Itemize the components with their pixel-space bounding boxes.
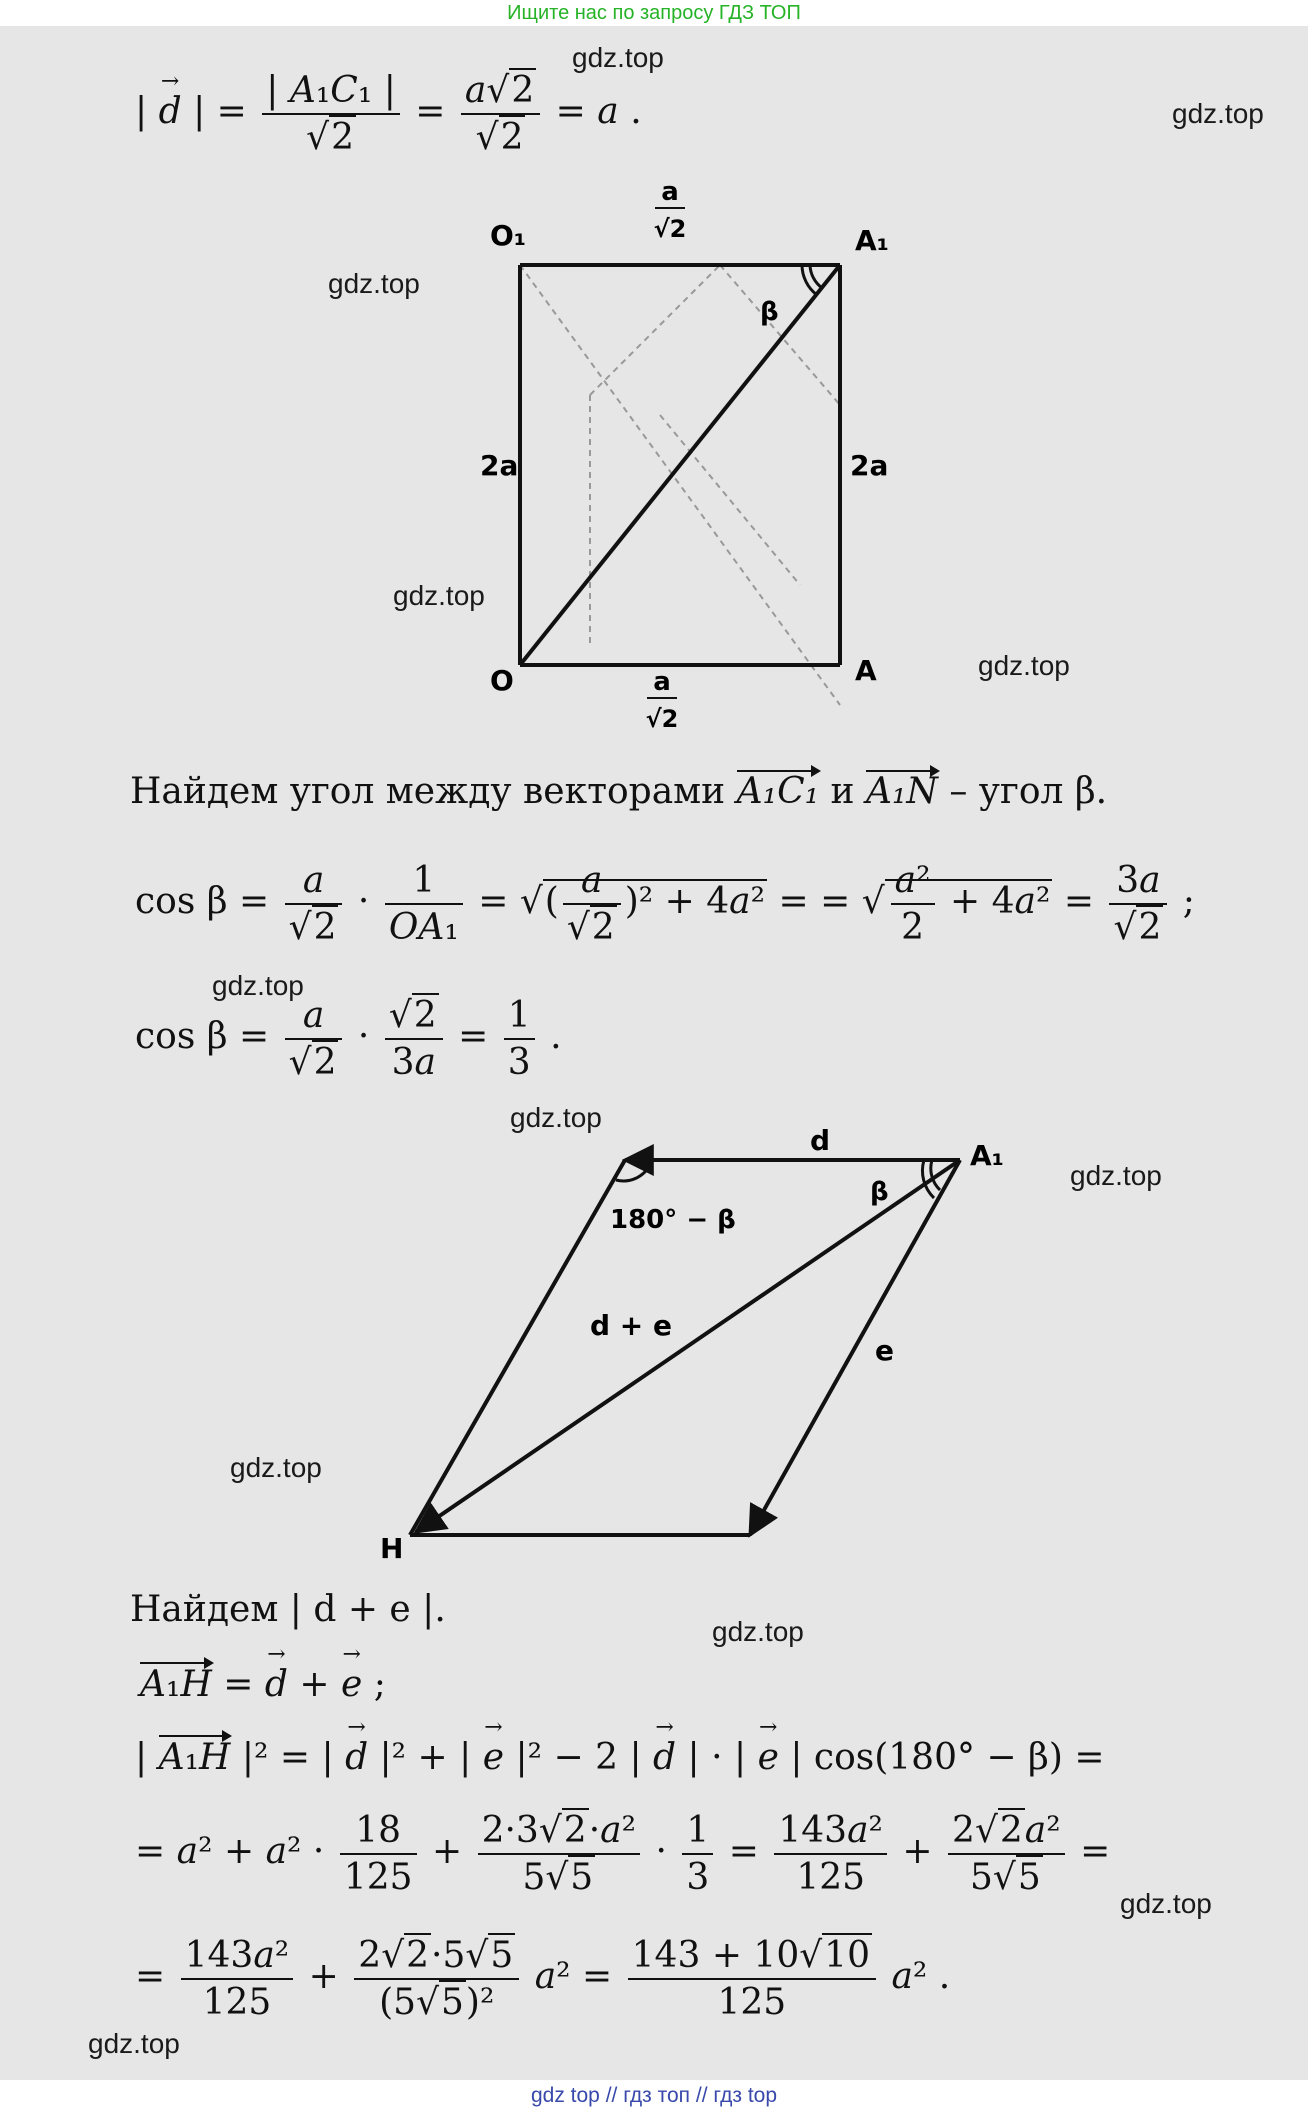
label-h: H bbox=[380, 1532, 404, 1565]
text-angle-beta: – угол β. bbox=[949, 771, 1108, 812]
rectangle-diagram bbox=[470, 185, 910, 755]
watermark: gdz.top bbox=[572, 42, 664, 73]
label-bottom-den: √2 bbox=[645, 705, 679, 733]
text-angle-intro: Найдем угол между векторами bbox=[130, 771, 726, 812]
watermark: gdz.top bbox=[1172, 98, 1264, 129]
label-d: d bbox=[810, 1124, 831, 1157]
label-a1: A₁ bbox=[970, 1139, 1004, 1172]
label-left-side: 2a bbox=[480, 449, 519, 482]
watermark: gdz.top bbox=[1120, 1888, 1212, 1919]
formula-a1h: A₁H = → d + → e ; bbox=[140, 1662, 386, 1705]
watermark: gdz.top bbox=[212, 970, 304, 1001]
watermark: gdz.top bbox=[712, 1616, 804, 1647]
formula-cos-beta-2: cos β = $\frac{a}{√2}$ · $\frac{√2}{3a}$ = $\frac{1}{3}$ . bbox=[135, 995, 562, 1083]
vector-a1n: A₁N bbox=[865, 771, 938, 812]
watermark: gdz.top bbox=[230, 1452, 322, 1483]
footer-links[interactable]: gdz top // гдз топ // гдз top bbox=[0, 2080, 1308, 2111]
vector-a1c1: A₁C₁ bbox=[736, 771, 820, 812]
parallelogram-diagram bbox=[380, 1110, 1060, 1570]
label-o: O bbox=[490, 664, 514, 697]
watermark: gdz.top bbox=[393, 580, 485, 611]
text-line-angle bbox=[130, 770, 1107, 812]
vector-e bbox=[750, 1160, 960, 1535]
watermark: gdz.top bbox=[510, 1102, 602, 1133]
label-top-den: √2 bbox=[653, 215, 687, 243]
label-right-side: 2a bbox=[850, 449, 889, 482]
formula-cos-beta-1: cos β = $\frac{a}{√2}$ · $\frac{1}{\text{OA₁}}$ = √( $\frac{a}{√2}$ )² + 4a² = = √ $\frac{\text{a²}}{2}$ + 4a² = $\frac{3a}{√2}$ ; bbox=[135, 860, 1195, 948]
text-and: и bbox=[830, 771, 855, 812]
label-beta: β bbox=[870, 1177, 889, 1207]
formula-result: = $\frac{\text{143a²}}{125}$ + $\frac{2√2\cdot 5√5}{\text{(5√5)²}}$ a² = $\frac{143 + 10√10}{125}$ a² . bbox=[135, 1935, 951, 2023]
watermark: gdz.top bbox=[1070, 1160, 1162, 1191]
diagonal-o-a1 bbox=[520, 265, 840, 665]
top-banner[interactable]: Ищите нас по запросу ГДЗ ТОП bbox=[0, 0, 1308, 26]
label-a1: A₁ bbox=[855, 224, 889, 257]
side-left bbox=[410, 1160, 625, 1535]
watermark: gdz.top bbox=[978, 650, 1070, 681]
label-e: e bbox=[875, 1334, 894, 1367]
angle-arc bbox=[810, 265, 822, 288]
label-beta: β bbox=[760, 297, 779, 327]
label-bottom-num: a bbox=[653, 667, 671, 697]
formula-expansion: = a² + a² · $\frac{18}{125}$ + $\frac{\text{2·3√2·a²}}{5√5}$ · $\frac{1}{3}$ = $\frac{\text{143a²}}{125}$ + $\frac{\text{2√2a²}}{5√5}$ = bbox=[135, 1810, 1111, 1898]
watermark: gdz.top bbox=[88, 2028, 180, 2059]
label-d-plus-e: d + e bbox=[590, 1309, 672, 1342]
label-o1: O₁ bbox=[490, 219, 527, 252]
formula-a1h-squared: | A₁H |² = | → d |² + | → e |² − 2 | → d | · | → e | cos(180° − β) = bbox=[135, 1735, 1105, 1778]
label-top-num: a bbox=[661, 185, 679, 207]
watermark: gdz.top bbox=[328, 268, 420, 299]
label-a: A bbox=[855, 654, 877, 687]
formula-d-length: | → d | = $\frac{\text{| A₁C₁ |}}{√2}$ = $\frac{a√2}{√2}$ = a . bbox=[135, 70, 642, 158]
text-find-sum: Найдем | d + e |. bbox=[130, 1589, 446, 1630]
background-construction-lines bbox=[520, 265, 840, 705]
label-angle: 180° − β bbox=[610, 1205, 736, 1235]
